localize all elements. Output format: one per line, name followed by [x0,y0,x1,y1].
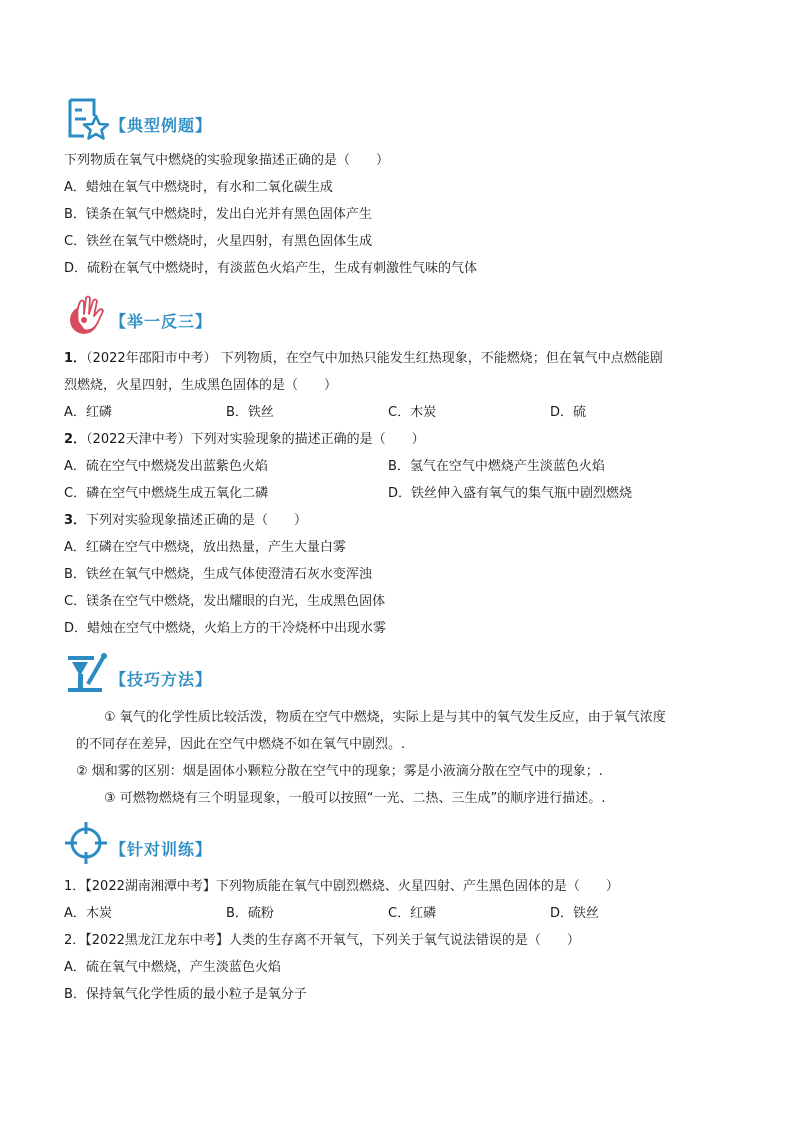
practice-q2-option-c: C．磷在空气中燃烧生成五氧化二磷 [64,486,269,501]
practice-q1-line1 [64,350,663,368]
example-option-c: C．铁丝在氧气中燃烧时，火星四射，有黑色固体生成 [64,234,373,249]
method-tip2: ② 烟和雾的区别：烟是固体小颗粒分散在空气中的现象；雾是小液滴分散在空气中的现象；. [76,764,603,779]
note-star-icon [64,96,110,142]
training-q1-option-d: D．铁丝 [550,906,600,921]
practice-q3-option-a: A．红磷在空气中燃烧，放出热量，产生大量白雾 [64,540,346,555]
method-section-header [64,648,212,696]
practice-q2-option-b: B．氢气在空气中燃烧产生淡蓝色火焰 [388,459,605,474]
training-q2-option-a: A．硫在氧气中燃烧，产生淡蓝色火焰 [64,960,281,975]
practice-q3-question [64,512,307,530]
training-section-title: 【针对训练】 [110,840,213,859]
training-q1-options [64,905,744,923]
practice-q1-option-b: B．铁丝 [226,405,274,420]
example-question: 下列物质在氧气中燃烧的实验现象描述正确的是（ ） [64,153,390,168]
target-icon [64,820,110,866]
training-q1-option-a: A．木炭 [64,906,112,921]
method-tip1-line2: 的不同存在差异，因此在空气中燃烧不如在氧气中剧烈。. [76,737,406,752]
practice-q1-option-c: C．木炭 [388,405,437,420]
practice-q1-number: 1． [64,351,87,366]
practice-q2-options-row1 [64,458,744,476]
practice-q1-text1: （2022年邵阳市中考） 下列物质，在空气中加热只能发生红热现象，不能燃烧；但在氧气中点燃能剧 [86,351,663,366]
example-section-title: 【典型例题】 [110,116,213,135]
training-q2-option-b: B．保持氧气化学性质的最小粒子是氧分子 [64,987,307,1002]
practice-q2-options-row2 [64,485,744,503]
practice-q3-number: 3． [64,513,87,528]
practice-q2-option-a: A．硫在空气中燃烧发出蓝紫色火焰 [64,459,268,474]
practice-q1-option-a: A．红磷 [64,405,112,420]
practice-q3-text: 下列对实验现象描述正确的是（ ） [86,513,308,528]
practice-q3-option-c: C．镁条在空气中燃烧，发出耀眼的白光，生成黑色固体 [64,594,386,609]
practice-section-title: 【举一反三】 [110,312,213,331]
method-section-title: 【技巧方法】 [110,670,213,689]
practice-section-header [64,290,212,338]
training-q1-option-c: C．红磷 [388,906,437,921]
training-q2-text: 【2022黑龙江龙东中考】人类的生存离不开氧气，下列关于氧气说法错误的是（ ） [85,933,580,948]
training-q1-text: 【2022湖南湘潭中考】下列物质能在氧气中剧烈燃烧、火星四射、产生黑色固体的是（ ） [85,879,619,894]
practice-q2-text: （2022天津中考）下列对实验现象的描述正确的是（ ） [86,432,425,447]
example-option-d: D．硫粉在氧气中燃烧时，有淡蓝色火焰产生，生成有刺激性气味的气体 [64,261,478,276]
practice-q2-question [64,431,425,449]
practice-q2-number: 2． [64,432,87,447]
training-q1-question [64,878,619,896]
training-q1-option-b: B．硫粉 [226,906,274,921]
example-option-a: A．蜡烛在氧气中燃烧时，有水和二氧化碳生成 [64,180,333,195]
method-tip3: ③ 可燃物燃烧有三个明显现象，一般可以按照“一光、二热、三生成”的顺序进行描述。. [104,791,606,806]
training-q1-number: 1． [64,879,86,894]
training-section-header [64,818,212,866]
example-option-b: B．镁条在氧气中燃烧时，发出白光并有黑色固体产生 [64,207,372,222]
microscope-icon [64,650,110,696]
practice-q1-line2: 烈燃烧，火星四射，生成黑色固体的是（ ） [64,378,338,393]
example-section-header [64,94,212,142]
practice-q1-option-d: D．硫 [550,405,587,420]
method-tip1-line1: ① 氧气的化学性质比较活泼，物质在空气中燃烧，实际上是与其中的氧气发生反应，由于氧气浓度 [104,710,666,725]
training-q2-number: 2． [64,933,86,948]
training-q2-question [64,932,580,950]
practice-q2-option-d: D．铁丝伸入盛有氧气的集气瓶中剧烈燃烧 [388,486,633,501]
hand-icon [64,292,110,338]
practice-q3-option-b: B．铁丝在氧气中燃烧，生成气体使澄清石灰水变浑浊 [64,567,372,582]
practice-q3-option-d: D．蜡烛在空气中燃烧，火焰上方的干冷烧杯中出现水雾 [64,621,387,636]
practice-q1-options [64,404,744,422]
